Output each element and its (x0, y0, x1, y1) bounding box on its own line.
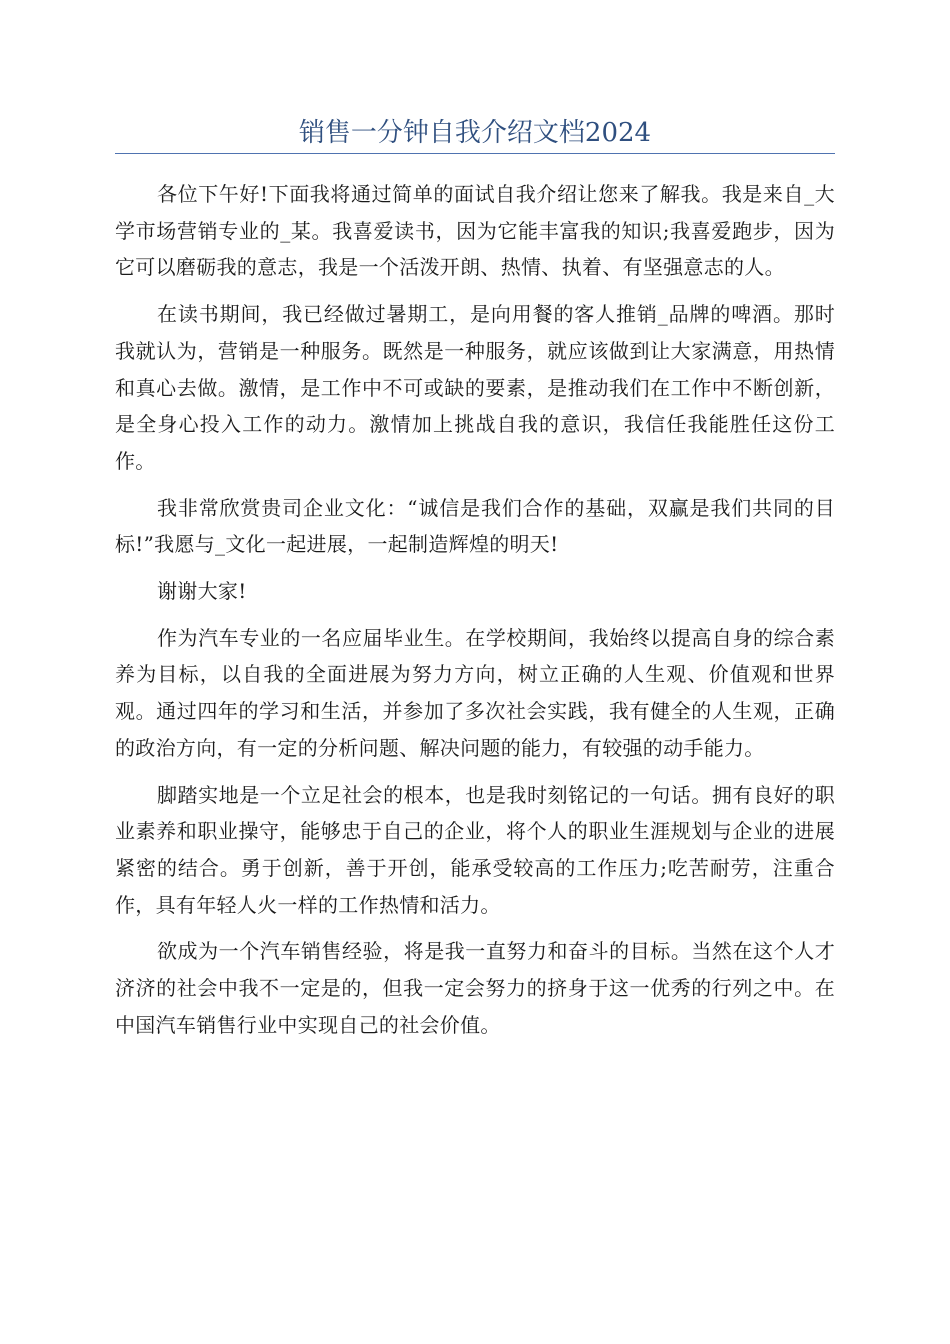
paragraph-5: 作为汽车专业的一名应届毕业生。在学校期间，我始终以提高自身的综合素养为目标，以自我的全面进展为努力方向，树立正确的人生观、价值观和世界观。通过四年的学习和生活，并参加了多次社会实践，我有健全的人生观，正确的政治方向，有一定的分析问题、解决问题的能力，有较强的动手能力。 (115, 625, 835, 760)
document-title: 销售一分钟自我介绍文档2024 (115, 112, 835, 154)
document-body (115, 176, 835, 1053)
paragraph-6: 脚踏实地是一个立足社会的根本，也是我时刻铭记的一句话。拥有良好的职业素养和职业操守，能够忠于自己的企业，将个人的职业生涯规划与企业的进展紧密的结合。勇于创新，善于开创，能承受较高的工作压力;吃苦耐劳，注重合作，具有年轻人火一样的工作热情和活力。 (115, 782, 835, 917)
paragraph-1: 各位下午好!下面我将通过简单的面试自我介绍让您来了解我。我是来自_大学市场营销专业的_某。我喜爱读书，因为它能丰富我的知识;我喜爱跑步，因为它可以磨砺我的意志，我是一个活泼开朗、热情、执着、有坚强意志的人。 (115, 182, 835, 280)
paragraph-3: 我非常欣赏贵司企业文化：“诚信是我们合作的基础，双赢是我们共同的目标!”我愿与_文化一起进展，一起制造辉煌的明天! (115, 495, 835, 557)
paragraph-4: 谢谢大家! (157, 579, 247, 604)
paragraph-7: 欲成为一个汽车销售经验，将是我一直努力和奋斗的目标。当然在这个人才济济的社会中我不一定是的，但我一定会努力的挤身于这一优秀的行列之中。在中国汽车销售行业中实现自己的社会价值。 (115, 939, 835, 1037)
paragraph-2: 在读书期间，我已经做过暑期工，是向用餐的客人推销_品牌的啤酒。那时我就认为，营销是一种服务。既然是一种服务，就应该做到让大家满意，用热情和真心去做。激情，是工作中不可或缺的要素，是推动我们在工作中不断创新，是全身心投入工作的动力。激情加上挑战自我的意识，我信任我能胜任这份工作。 (115, 302, 835, 473)
